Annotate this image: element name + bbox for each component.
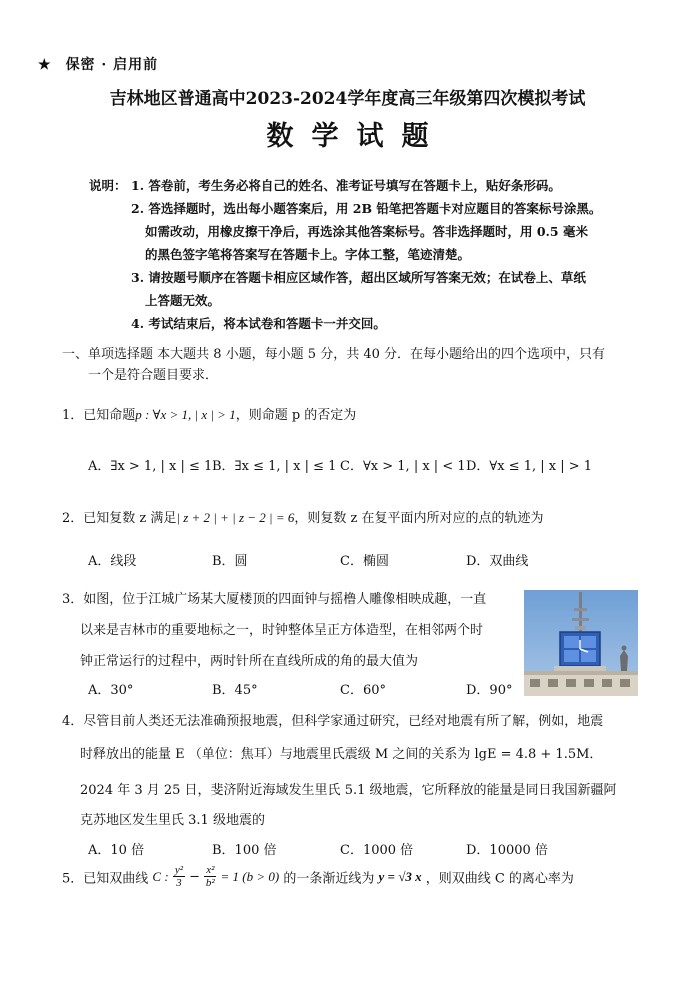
q2-option-c: C．椭圆: [340, 554, 389, 569]
q4-option-d: D．10000 倍: [466, 843, 548, 858]
q4-option-a: A．10 倍: [88, 843, 145, 858]
question-4-line: 4．尽管目前人类还无法准确预报地震，但科学家通过研究，已经对地震有所了解，例如，地震: [62, 714, 604, 729]
q3-option-a: A．30°: [88, 683, 134, 698]
section-heading-cont: 一个是符合题目要求．: [88, 368, 219, 383]
exam-title: 吉林地区普通高中2023-2024学年度高三年级第四次模拟考试: [109, 89, 586, 109]
q1-pre: 1．已知命题: [62, 408, 136, 423]
q4-option-c: C．1000 倍: [340, 843, 414, 858]
notes-item: 1. 答卷前，考生务必将自己的姓名、准考证号填写在答题卡上，贴好条形码。: [131, 178, 561, 193]
q1-option-b: B．∃x ≤ 1, | x | ≤ 1: [212, 459, 337, 474]
q2-option-b: B．圆: [212, 554, 248, 569]
notes-item: 的黑色签字笔将答案写在答题卡上。字体工整，笔迹清楚。: [145, 247, 471, 262]
notes-item: 4. 考试结束后，将本试卷和答题卡一并交回。: [131, 316, 386, 331]
q2-pre: 2．已知复数 z 满足: [62, 511, 177, 526]
q5-curve-label: C :: [152, 869, 169, 884]
confidential-label: 保密 · 启用前: [65, 57, 159, 73]
question-5: [62, 865, 574, 889]
q5-numerator-1: y²: [174, 864, 183, 876]
confidential-mark: [38, 54, 158, 74]
notes-item: 如需改动，用橡皮擦干净后，再选涂其他答案标号。答非选择题时，用 0.5 毫米: [145, 224, 588, 239]
question-3-line: 钟正常运行的过程中，两时针所在直线所成的角的最大值为: [80, 654, 419, 669]
q1-option-c: C．∀x > 1, | x | < 1: [340, 459, 466, 474]
question-3-line: 以来是吉林市的重要地标之一，时钟整体呈正方体造型，在相邻两个时: [80, 623, 484, 638]
q2-option-d: D．双曲线: [466, 554, 529, 569]
q1-formula: p : ∀x > 1, | x | > 1: [135, 407, 236, 422]
q4-option-b: B．100 倍: [212, 843, 277, 858]
q1-option-a: A．∃x > 1, | x | ≤ 1: [88, 459, 213, 474]
q2-post: ，则复数 z 在复平面内所对应的点的轨迹为: [294, 511, 544, 526]
star-icon: ★: [38, 57, 52, 73]
q3-option-d: D．90°: [466, 683, 513, 698]
question-4-line: 2024 年 3 月 25 日，斐济附近海域发生里氏 5.1 级地震，它所释放的能量是同日我国新疆阿: [80, 783, 617, 798]
q1-option-d: D．∀x ≤ 1, | x | > 1: [466, 459, 593, 474]
notes-item: 上答题无效。: [145, 293, 221, 308]
subject-title: 数学试题: [266, 121, 447, 152]
q5-denominator-1: 3: [176, 877, 182, 889]
q5-denominator-2: b²: [205, 877, 215, 889]
q5-fraction-2: [204, 865, 216, 889]
q2-option-a: A．线段: [88, 554, 137, 569]
question-3-line: 3．如图，位于江城广场某大厦楼顶的四面钟与摇橹人雕像相映成趣，一直: [62, 592, 487, 607]
q5-numerator-2: x²: [206, 864, 215, 876]
q5-minus: −: [189, 869, 201, 885]
question-2: [62, 507, 544, 526]
clock-tower-photo: [524, 590, 638, 696]
q5-pre: 5．已知双曲线: [62, 871, 149, 887]
question-1: [62, 404, 356, 423]
notes-item: 2. 答选择题时，选出每小题答案后，用 2B 铅笔把答题卡对应题目的答案标号涂黑。: [131, 201, 602, 216]
section-heading: 一、单项选择题 本大题共 8 小题，每小题 5 分，共 40 分．在每小题给出的四个选项中，只有: [62, 347, 606, 362]
notes-label: 说明：: [89, 178, 127, 193]
q3-option-c: C．60°: [340, 683, 386, 698]
question-4-line: 克苏地区发生里氏 3.1 级地震的: [80, 813, 265, 828]
q5-asymptote: y = √3 x: [378, 869, 422, 884]
q3-option-b: B．45°: [212, 683, 258, 698]
q5-equation-rhs: = 1 (b > 0): [220, 869, 280, 884]
q5-mid: 的一条渐近线为: [283, 871, 375, 887]
q1-post: ，则命题 p 的否定为: [235, 408, 357, 423]
q5-fraction-1: [173, 865, 185, 889]
notes-item: 3. 请按题号顺序在答题卡相应区域作答，超出区域所写答案无效；在试卷上、草纸: [131, 270, 586, 285]
q2-formula: | z + 2 | + | z − 2 | = 6: [176, 510, 295, 525]
q5-post: ，则双曲线 C 的离心率为: [425, 871, 574, 887]
question-4-line: 时释放出的能量 E （单位：焦耳）与地震里氏震级 M 之间的关系为 lgE = 4.8 + 1.5M．: [80, 747, 603, 762]
